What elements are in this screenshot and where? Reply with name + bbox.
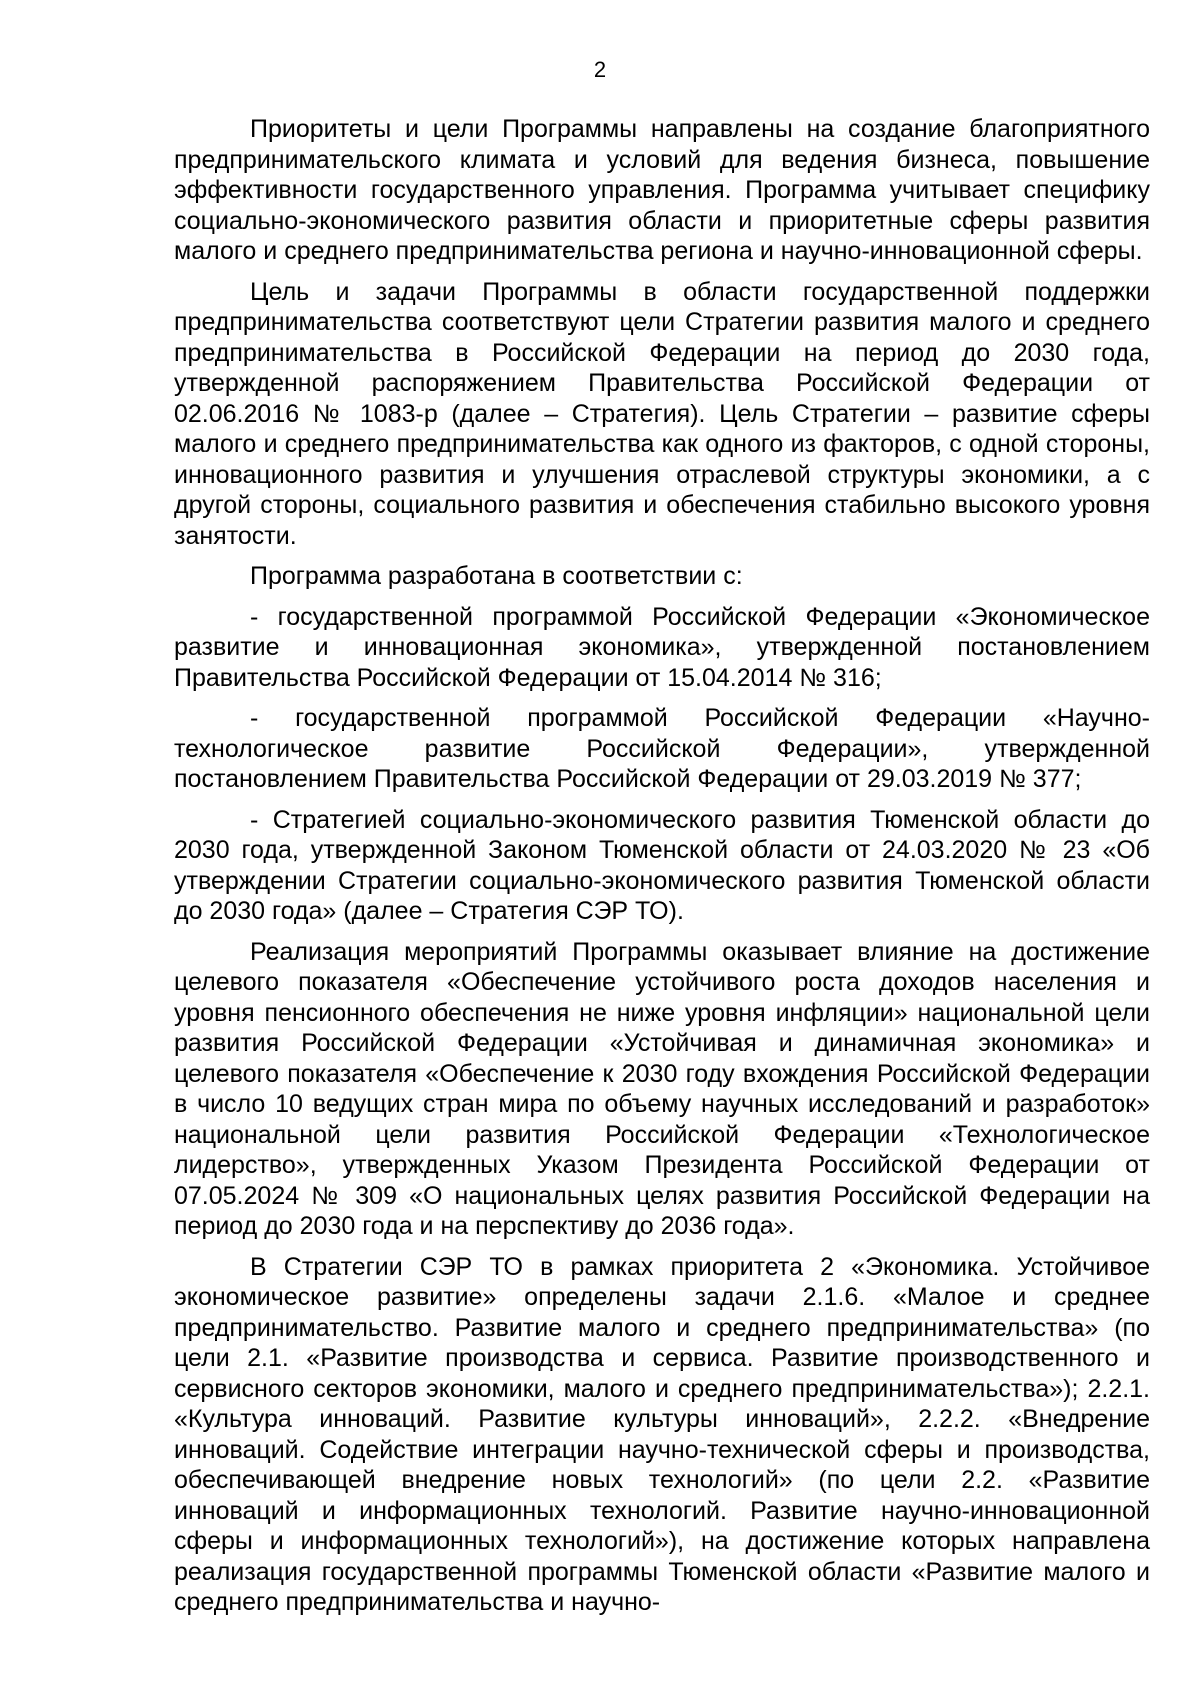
paragraph-compliance-intro: Программа разработана в соответствии с:: [250, 562, 743, 590]
document-body: [174, 114, 1150, 1628]
list-item-economic-program: - государственной программой Российской Федерации «Экономическое развитие и инновационная экономика», утвержденной постановлением Правительства Российской Федерации от 15.04.2014 № 316;: [174, 602, 1150, 692]
paragraph-priorities: Приоритеты и цели Программы направлены на создание благоприятного предпринимательского климата и условий для ведения бизнеса, повышение эффективности государственного управления. Программа учитывает специфику социально-экономического развития области и приоритетные сферы развития малого и среднего предпринимательства региона и научно-инновационной сферы.: [174, 115, 1150, 265]
list-item-scientific-program: - государственной программой Российской Федерации «Научно-технологическое развитие Российской Федерации», утвержденной постановлением Правительства Российской Федерации от 29.03.2019 № 377;: [174, 704, 1150, 793]
paragraph-national-goals: Реализация мероприятий Программы оказывает влияние на достижение целевого показателя «Обеспечение устойчивого роста доходов населения и уровня пенсионного обеспечения не ниже уровня инфляции» национальной цели развития Российской Федерации «Устойчивая и динамичная экономика» и целевого показателя «Обеспечение к 2030 году вхождения Российской Федерации в число 10 ведущих стран мира по объему научных исследований и разработок» национальной цели развития Российской Федерации «Технологическое лидерство», утвержденных Указом Президента Российской Федерации от 07.05.2024 № 309 «О национальных целях развития Российской Федерации на период до 2030 года и на перспективу до 2036 года».: [174, 937, 1150, 1240]
list-item-regional-strategy: - Стратегией социально-экономического развития Тюменской области до 2030 года, утвержденной Законом Тюменской области от 24.03.2020 № 23 «Об утверждении Стратегии социально-экономического развития Тюменской области до 2030 года» (далее – Стратегия СЭР ТО).: [174, 805, 1150, 925]
paragraph-goals: Цель и задачи Программы в области государственной поддержки предпринимательства соответствуют цели Стратегии развития малого и среднего предпринимательства в Российской Федерации на период до 2030 года, утвержденной распоряжением Правительства Российской Федерации от 02.06.2016 № 1083-р (далее – Стратегия). Цель Стратегии – развитие сферы малого и среднего предпринимательства как одного из факторов, с одной стороны, инновационного развития и улучшения отраслевой структуры экономики, а с другой стороны, социального развития и обеспечения стабильно высокого уровня занятости.: [174, 277, 1150, 550]
paragraph-strategy-tasks: В Стратегии СЭР ТО в рамках приоритета 2 «Экономика. Устойчивое экономическое развитие» определены задачи 2.1.6. «Малое и среднее предпринимательство. Развитие малого и среднего предпринимательства» (по цели 2.1. «Развитие производства и сервиса. Развитие производственного и сервисного секторов экономики, малого и среднего предпринимательства»); 2.2.1. «Культура инноваций. Развитие культуры инноваций», 2.2.2. «Внедрение инноваций. Содействие интеграции научно-технической сферы и производства, обеспечивающей внедрение новых технологий» (по цели 2.2. «Развитие инноваций и информационных технологий. Развитие научно-инновационной сферы и информационных технологий»), на достижение которых направлена реализация государственной программы Тюменской области «Развитие малого и среднего предпринимательства и научно-: [174, 1252, 1150, 1616]
page-number: 2: [593, 57, 607, 82]
